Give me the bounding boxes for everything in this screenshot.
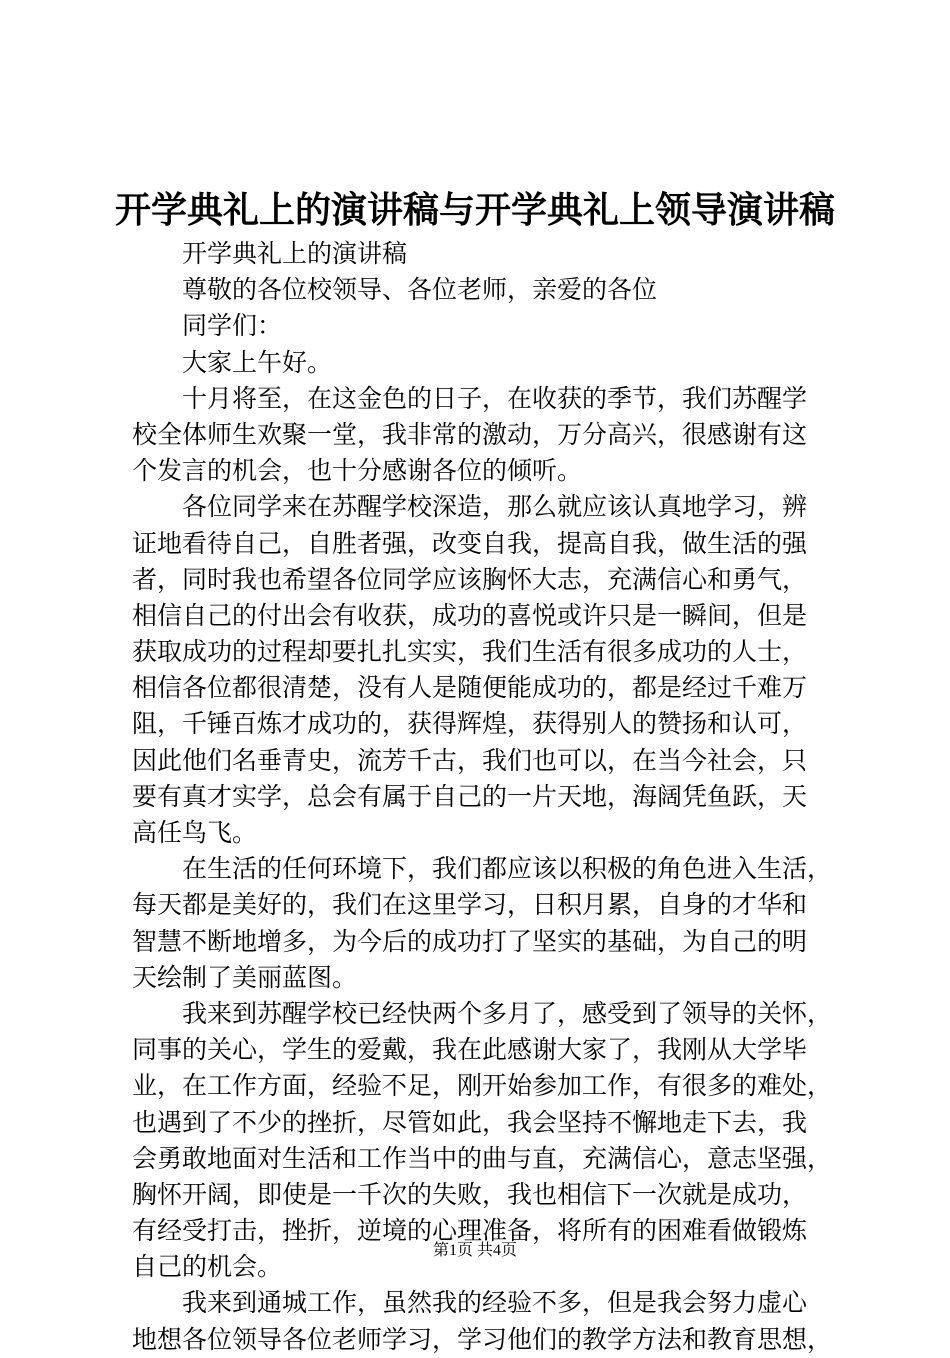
document-title: 开学典礼上的演讲稿与开学典礼上领导演讲稿 bbox=[114, 189, 835, 231]
body-line: 者，同时我也希望各位同学应该胸怀大志，充满信心和勇气， bbox=[132, 564, 808, 594]
body-line: 相信自己的付出会有收获，成功的喜悦或许只是一瞬间，但是 bbox=[132, 600, 808, 630]
body-line: 获取成功的过程却要扎扎实实，我们生活有很多成功的人士， bbox=[132, 637, 808, 667]
body-line: 天绘制了美丽蓝图。 bbox=[132, 962, 358, 992]
body-line: 个发言的机会，也十分感谢各位的倾听。 bbox=[132, 456, 583, 486]
body-line: 同学们： bbox=[182, 311, 283, 341]
body-line: 也遇到了不少的挫折，尽管如此，我会坚持不懈地走下去，我 bbox=[132, 1107, 808, 1137]
body-line: 智慧不断地增多，为今后的成功打了坚实的基础，为自己的明 bbox=[132, 926, 808, 956]
body-line: 每天都是美好的，我们在这里学习，日积月累，自身的才华和 bbox=[132, 890, 808, 920]
body-line: 高任鸟飞。 bbox=[132, 818, 258, 847]
body-line: 大家上午好。 bbox=[182, 347, 333, 377]
body-line: 相信各位都很清楚，没有人是随便能成功的，都是经过千难万 bbox=[132, 673, 808, 703]
body-line: 胸怀开阔，即使是一千次的失败，我也相信下一次就是成功， bbox=[132, 1179, 808, 1209]
page-footer: 第1页 共4页 bbox=[432, 1242, 517, 1259]
body-line: 我来到苏醒学校已经快两个多月了，感受到了领导的关怀， bbox=[182, 998, 833, 1028]
body-line: 尊敬的各位校领导、各位老师，亲爱的各位 bbox=[182, 275, 658, 305]
body-line: 我来到通城工作，虽然我的经验不多，但是我会努力虚心 bbox=[182, 1288, 808, 1318]
body-line: 业，在工作方面，经验不足，刚开始参加工作，有很多的难处， bbox=[132, 1071, 833, 1101]
body-line: 开学典礼上的演讲稿 bbox=[182, 239, 408, 268]
body-line: 各位同学来在苏醒学校深造，那么就应该认真地学习，辨 bbox=[182, 492, 808, 522]
document-body bbox=[132, 236, 832, 1358]
body-line: 因此他们名垂青史，流芳千古，我们也可以，在当今社会，只 bbox=[132, 745, 808, 775]
body-line: 要有真才实学，总会有属于自己的一片天地，海阔凭鱼跃，天 bbox=[132, 781, 808, 811]
body-line: 十月将至，在这金色的日子，在收获的季节，我们苏醒学 bbox=[182, 383, 808, 413]
body-line: 阻，千锤百炼才成功的，获得辉煌，获得别人的赞扬和认可， bbox=[132, 709, 808, 739]
body-line: 校全体师生欢聚一堂，我非常的激动，万分高兴，很感谢有这 bbox=[132, 419, 808, 449]
body-line: 证地看待自己，自胜者强，改变自我，提高自我，做生活的强 bbox=[132, 528, 808, 558]
body-line: 有经受打击，挫折，逆境的心理准备，将所有的困难看做锻炼 bbox=[132, 1216, 808, 1246]
body-line: 会勇敢地面对生活和工作当中的曲与直，充满信心，意志坚强， bbox=[132, 1143, 833, 1173]
body-line: 在生活的任何环境下，我们都应该以积极的角色进入生活， bbox=[182, 854, 833, 884]
body-line: 同事的关心，学生的爱戴，我在此感谢大家了，我刚从大学毕 bbox=[132, 1035, 808, 1065]
body-line: 自己的机会。 bbox=[132, 1252, 283, 1282]
body-line: 地想各位领导各位老师学习，学习他们的教学方法和教育思想， bbox=[132, 1324, 833, 1354]
